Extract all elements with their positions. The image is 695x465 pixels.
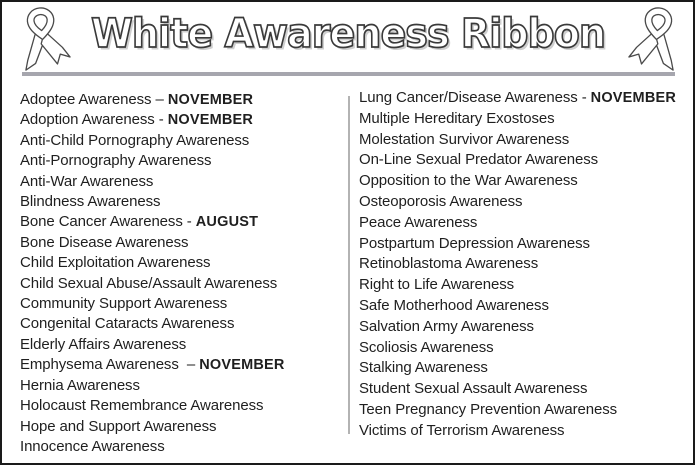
cause-label: Bone Disease Awareness: [20, 233, 189, 251]
list-item: [359, 192, 691, 213]
cause-label: On-Line Sexual Predator Awareness: [359, 151, 599, 169]
list-item: [20, 151, 346, 171]
list-item: [359, 171, 691, 192]
cause-label: Child Sexual Abuse/Assault Awareness: [20, 274, 278, 292]
cause-label: Scoliosis Awareness: [359, 338, 494, 356]
list-item: [20, 437, 346, 457]
list-item: [20, 417, 346, 437]
list-item: [359, 400, 691, 421]
cause-label: Multiple Hereditary Exostoses: [359, 109, 555, 127]
list-item: [20, 131, 346, 151]
month-label: NOVEMBER: [167, 112, 254, 129]
cause-label: Right to Life Awareness: [359, 276, 515, 294]
cause-label: Anti-Child Pornography Awareness: [20, 131, 250, 149]
cause-label: Holocaust Remembrance Awareness: [20, 397, 264, 415]
list-item: [20, 314, 346, 334]
cause-label: Adoptee Awareness –: [20, 91, 168, 108]
list-item: [359, 150, 691, 171]
list-item: [20, 110, 346, 130]
cause-label: Retinoblastoma Awareness: [359, 255, 539, 273]
cause-label: Teen Pregnancy Prevention Awareness: [359, 400, 618, 418]
list-item: [20, 253, 346, 273]
month-label: NOVEMBER: [167, 92, 254, 108]
cause-label: Stalking Awareness: [359, 359, 488, 377]
cause-label: Salvation Army Awareness: [359, 317, 534, 335]
month-label: NOVEMBER: [590, 90, 677, 106]
list-item: [359, 130, 691, 151]
cause-label: Anti-Pornography Awareness: [20, 152, 212, 170]
list-item: [359, 338, 691, 359]
cause-label: Peace Awareness: [359, 213, 478, 231]
list-item: [359, 234, 691, 255]
list-item: [20, 90, 346, 110]
cause-label: Adoption Awareness -: [20, 111, 168, 129]
awareness-list-left-column: [20, 90, 346, 457]
cause-label: Elderly Affairs Awareness: [20, 335, 187, 353]
title-underline: [22, 72, 675, 76]
cause-label: Opposition to the War Awareness: [359, 172, 578, 190]
cause-label: Victims of Terrorism Awareness: [359, 421, 565, 439]
cause-label: Congenital Cataracts Awareness: [20, 315, 235, 333]
month-label: AUGUST: [195, 214, 259, 231]
page-title: White Awareness Ribbon: [90, 11, 605, 57]
cause-label: Molestation Survivor Awareness: [359, 130, 570, 148]
list-item: [20, 355, 346, 375]
list-item: [359, 275, 691, 296]
list-item: [359, 88, 691, 109]
list-item: [359, 317, 691, 338]
cause-label: Blindness Awareness: [20, 193, 161, 211]
list-item: [20, 172, 346, 192]
month-label: NOVEMBER: [199, 357, 285, 374]
awareness-ribbon-icon: [14, 6, 72, 72]
cause-label: Emphysema Awareness –: [20, 356, 200, 374]
list-item: [20, 376, 346, 396]
cause-label: Osteoporosis Awareness: [359, 192, 523, 210]
list-item: [20, 274, 346, 294]
cause-label: Hernia Awareness: [20, 376, 140, 394]
cause-label: Hope and Support Awareness: [20, 417, 217, 435]
awareness-list-right-column: [359, 88, 691, 442]
list-item: [359, 358, 691, 379]
cause-label: Lung Cancer/Disease Awareness -: [359, 89, 591, 106]
list-item: [20, 335, 346, 355]
list-item: [359, 213, 691, 234]
cause-label: Postpartum Depression Awareness: [359, 234, 590, 252]
awareness-ribbon-icon: [627, 6, 685, 72]
list-item: [359, 379, 691, 400]
list-item: [20, 233, 346, 253]
list-item: [359, 421, 691, 442]
cause-label: Bone Cancer Awareness -: [20, 213, 196, 231]
list-item: [359, 254, 691, 275]
cause-label: Student Sexual Assault Awareness: [359, 380, 588, 398]
column-divider: [348, 96, 350, 434]
cause-label: Community Support Awareness: [20, 295, 228, 313]
cause-label: Safe Motherhood Awareness: [359, 296, 549, 314]
list-item: [20, 212, 346, 232]
list-item: [359, 109, 691, 130]
cause-label: Child Exploitation Awareness: [20, 254, 211, 272]
list-item: [20, 192, 346, 212]
cause-label: Innocence Awareness: [20, 437, 165, 455]
list-item: [359, 296, 691, 317]
list-item: [20, 396, 346, 416]
cause-label: Anti-War Awareness: [20, 172, 154, 190]
list-item: [20, 294, 346, 314]
